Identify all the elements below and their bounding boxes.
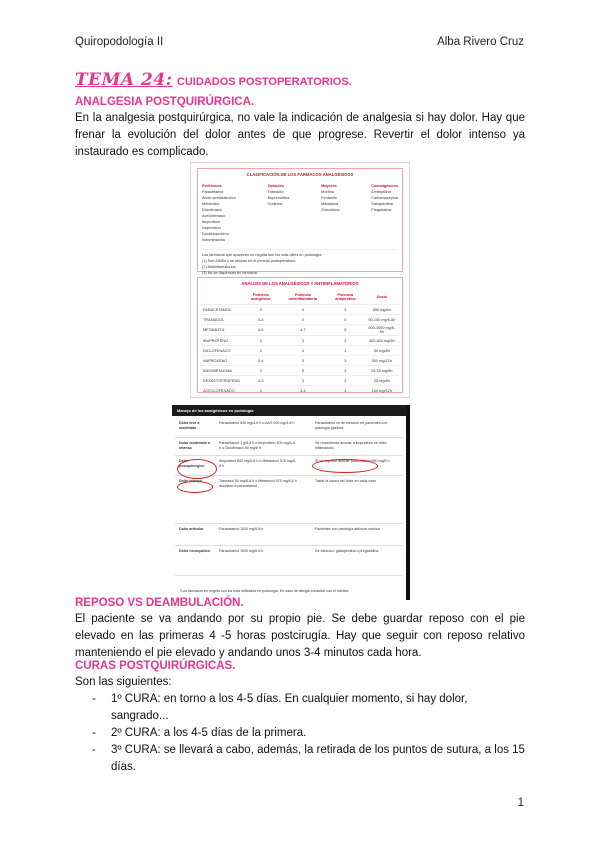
- drug-dose-text: Paracetamol 1000 mg/6-8 h: [219, 549, 264, 553]
- table-row: [201, 346, 399, 356]
- reposo-heading: REPOSO VS DEAMBULACIÓN.: [75, 597, 244, 609]
- observation-text: Paracetamol es de elección en pacientes con patología gástrica: [315, 421, 388, 430]
- table-row: [201, 386, 399, 396]
- classification-columns: [202, 183, 398, 243]
- analysis-cell: 3: [242, 305, 280, 315]
- analysis-cell: 25 mg/8h: [365, 376, 399, 386]
- classification-column: [321, 183, 339, 243]
- analysis-cell: 3: [326, 376, 365, 386]
- analysis-cell: 25-50 mg/8h: [365, 366, 399, 376]
- list-item: [75, 725, 525, 742]
- analysis-cell: 0: [280, 305, 327, 315]
- observation-text: Tratar la causa del dolor en cada caso: [315, 479, 376, 483]
- classification-drug: Aceclofenaco: [202, 214, 225, 218]
- header-author: Alba Rivero Cruz: [437, 36, 524, 48]
- classification-drug: Codeína: [267, 202, 282, 206]
- analysis-cell: 3: [280, 376, 327, 386]
- analysis-cell: 3: [242, 346, 280, 356]
- classification-drug: Oxicodona: [321, 208, 340, 212]
- pain-type-label: Dolor intenso: [179, 479, 203, 483]
- list-item: [75, 691, 525, 725]
- analgesia-paragraph: En la analgesia postquirúrgica, no vale la indicación de analgesia si hay dolor. Hay que frenar la evolución del dolor antes de que progrese. Revertir el dolor intenso ya instaurado es complicado.: [75, 112, 525, 158]
- analysis-cell: 5: [326, 325, 365, 336]
- classification-drug: Metamizol: [202, 202, 220, 206]
- analysis-cell: 3: [326, 386, 365, 396]
- table-row: [175, 439, 403, 456]
- pain-type-label: Dolor leve a moderado: [179, 421, 200, 430]
- classification-drug: Paracetamol: [202, 190, 224, 194]
- classification-drug: Buprenorfina: [267, 196, 290, 200]
- analysis-column-header: Potencia analgésica: [250, 293, 271, 301]
- classification-drug: Fentanilo: [321, 196, 337, 200]
- list-item: [75, 742, 525, 776]
- analgesia-heading: ANALGESIA POSTQUIRÚRGICA.: [75, 96, 255, 108]
- analysis-cell: IBUPROFENO: [201, 336, 242, 346]
- analysis-cell: 3: [280, 336, 327, 346]
- analysis-cell: 4-7: [280, 325, 327, 336]
- analysis-cell: NAPROXENO: [201, 356, 242, 366]
- highlight-ellipse: [312, 459, 378, 473]
- analysis-cell: 4-5: [242, 325, 280, 336]
- analysis-cell: 3-5: [242, 315, 280, 325]
- tema-subtitle: CUIDADOS POSTOPERATORIOS.: [176, 76, 352, 88]
- curas-heading: CURAS POSTQUIRÚRGICAS.: [75, 660, 236, 672]
- analysis-cell: 650 mg/6h: [365, 305, 399, 315]
- classification-column-head: Periféricos: [202, 184, 222, 188]
- analysis-cell: 4: [242, 336, 280, 346]
- classification-column: [202, 183, 236, 243]
- classification-drug: Amitriptilina: [371, 190, 391, 194]
- classification-drug: Morfina: [321, 190, 334, 194]
- classification-drug: Ácido acetilsalicílico: [202, 196, 236, 200]
- table-row: [201, 336, 399, 346]
- analysis-cell: 100 mg/12h: [365, 386, 399, 396]
- classification-title: CLASIFICACIÓN DE LOS FÁRMACOS ANALGÉSICOS: [246, 172, 354, 177]
- analysis-cell: 0: [326, 315, 365, 325]
- analysis-title: ANÁLISIS DE LOS ANALGÉSICOS Y ANTIINFLAMATORIOS: [241, 281, 359, 286]
- analysis-column-header: Potencia antipirética: [335, 293, 356, 301]
- analysis-cell: 3: [326, 336, 365, 346]
- analysis-cell: DICLOFENACO: [201, 346, 242, 356]
- drug-dose-text: Paracetamol 1000 mg/6-8 h: [219, 527, 264, 531]
- podology-table-title: Manejo de los analgésicos en podología: [172, 405, 406, 416]
- cura-3-text: 3º CURA: se llevará a cabo, además, la retirada de los puntos de sutura, a los 15 días.: [111, 744, 525, 773]
- observation-text: Si se requiere asociar paracetamol 650 mg/6 h: [315, 459, 390, 463]
- table-row: [175, 525, 403, 546]
- analysis-cell: 3: [326, 356, 365, 366]
- analysis-box: [197, 277, 403, 393]
- observation-text: Pacientes con patología articular crónica: [315, 527, 380, 531]
- table-row: [201, 376, 399, 386]
- analysis-column-header: Potencia antiinflamatoria: [288, 293, 317, 301]
- pain-type-label: Dolor articular: [179, 527, 204, 531]
- analysis-column-header: Dosis: [376, 295, 387, 299]
- podology-analgesics-image: [172, 405, 410, 600]
- classification-footnote: Los fármacos que aparecen en negrita son los más útiles en podología.: [202, 253, 323, 257]
- tema-number: TEMA 24:: [75, 70, 173, 90]
- analysis-cell: ACECLOFENACO: [201, 386, 242, 396]
- list-dash: -: [92, 744, 96, 756]
- header-course: Quiropodología II: [75, 36, 164, 48]
- classification-drug: Indometacina: [202, 238, 225, 242]
- pain-type-label: Dolor postquirúrgico: [179, 459, 205, 468]
- analysis-cell: METAMIZOL: [201, 325, 242, 336]
- page-title: [75, 70, 352, 90]
- analysis-cell: 3-4: [280, 386, 327, 396]
- reposo-paragraph: El paciente se va andando por su propio pie. Se debe guardar reposo con el pie elevado en las primeras 4 -5 horas postcirugía. Hay que seguir con reposo relativo manteniendo el pie elevado y andando unos 3-4 minutos cada hora.: [75, 613, 525, 659]
- analysis-cell: 4: [280, 346, 327, 356]
- analysis-cell: 0: [280, 315, 327, 325]
- classification-drug: Dexketoprofeno: [202, 232, 229, 236]
- cura-1-text: 1º CURA: en torno a los 4-5 días. En cualquier momento, si hay dolor, sangrado...: [111, 693, 468, 722]
- highlight-ellipse: [177, 459, 217, 479]
- curas-intro: Son las siguientes:: [75, 676, 172, 688]
- table-row: [201, 356, 399, 366]
- analysis-cell: TRAMADOL: [201, 315, 242, 325]
- classification-column: [371, 183, 398, 243]
- analysis-table: [201, 290, 399, 395]
- analysis-cell: 3: [242, 366, 280, 376]
- analysis-cell: 3: [242, 386, 280, 396]
- analysis-cell: PARACETAMOL: [201, 305, 242, 315]
- analgesic-tables-image: [190, 162, 410, 398]
- observation-text: Se recomienda asociar a ibuprofeno en dolor inflamatorio: [315, 441, 387, 450]
- analysis-cell: 3: [326, 346, 365, 356]
- analysis-cell: 4-5: [242, 376, 280, 386]
- cura-2-text: 2º CURA: a los 4-5 días de la primera.: [111, 727, 307, 739]
- analysis-column-header: [201, 290, 242, 305]
- classification-column-head: Mayores: [321, 184, 337, 188]
- classification-drug: Pregabalina: [371, 208, 392, 212]
- classification-drug: Gabapentina: [371, 202, 393, 206]
- classification-column-head: Opioides: [267, 184, 284, 188]
- pain-type-label: Dolor moderado a intenso: [179, 441, 210, 450]
- table-row: [175, 419, 403, 438]
- list-dash: -: [92, 727, 96, 739]
- analysis-cell: 500-1000 mg/6-8h: [365, 325, 399, 336]
- classification-drug: Metadona: [321, 202, 339, 206]
- analysis-cell: 5: [280, 366, 327, 376]
- analysis-cell: 3: [326, 305, 365, 315]
- table-row: [201, 366, 399, 376]
- drug-dose-text: Paracetamol 500 mg/4-6 h o AAS 500 mg/4-6 h: [219, 421, 295, 425]
- classification-footnotes: [202, 249, 398, 276]
- table-row: [201, 315, 399, 325]
- classification-column-head: Coanalgésicos: [371, 184, 398, 188]
- classification-drug: Naproxeno: [202, 226, 221, 230]
- classification-drug: Diclofenaco: [202, 208, 222, 212]
- analysis-cell: 3: [280, 356, 327, 366]
- analysis-cell: 50 mg/8h: [365, 346, 399, 356]
- drug-dose-text: Tramadol 50 mg/6-8 h o Metamizol 575 mg/6-8 h asociado a paracetamol: [219, 479, 297, 488]
- drug-dose-text: Paracetamol 1 g/6-8 h o Ibuprofeno 400 mg/6-8 h o Diclofenaco 50 mg/8 h: [219, 441, 295, 450]
- classification-drug: Carbamazepina: [371, 196, 398, 200]
- analysis-cell: 3: [326, 366, 365, 376]
- table-row: [175, 547, 403, 576]
- analysis-cell: INDOMETACINA: [201, 366, 242, 376]
- drug-dose-text: Ibuprofeno 600 mg/6-8 h o Metamizol 575 mg/6-8 h: [219, 459, 296, 468]
- pain-type-label: Dolor neuropático: [179, 549, 210, 553]
- observation-text: De elección: gabapentina o pregabalina: [315, 549, 379, 553]
- analysis-cell: DEXKETOPROFENO: [201, 376, 242, 386]
- podology-table-footnote: *Los fármacos en negrita son los más utilizados en podología. En caso de alergia consultar con el médico.: [180, 589, 350, 593]
- page-number: 1: [517, 797, 524, 809]
- analysis-cell: 500 mg/12h: [365, 356, 399, 366]
- table-row: [201, 325, 399, 336]
- classification-drug: Ibuprofeno: [202, 220, 221, 224]
- analysis-cell: 50-100 mg/6-8h: [365, 315, 399, 325]
- analysis-cell: 3-4: [242, 356, 280, 366]
- classification-drug: Tramadol: [267, 190, 284, 194]
- table-row: [201, 305, 399, 315]
- classification-box: [197, 168, 403, 275]
- curas-list: [75, 674, 525, 776]
- list-dash: -: [92, 693, 96, 705]
- classification-footnote: (1) Son AINEs y se utilizan en el periodo postoperatorio.: [202, 259, 297, 263]
- highlight-ellipse: [177, 481, 213, 493]
- classification-footnote: (3) No se dispensan en farmacia: [202, 271, 257, 275]
- analysis-cell: 400-600 mg/6h: [365, 336, 399, 346]
- classification-footnote: (2) Antiinflamatorios: [202, 265, 236, 269]
- classification-column: [268, 183, 290, 243]
